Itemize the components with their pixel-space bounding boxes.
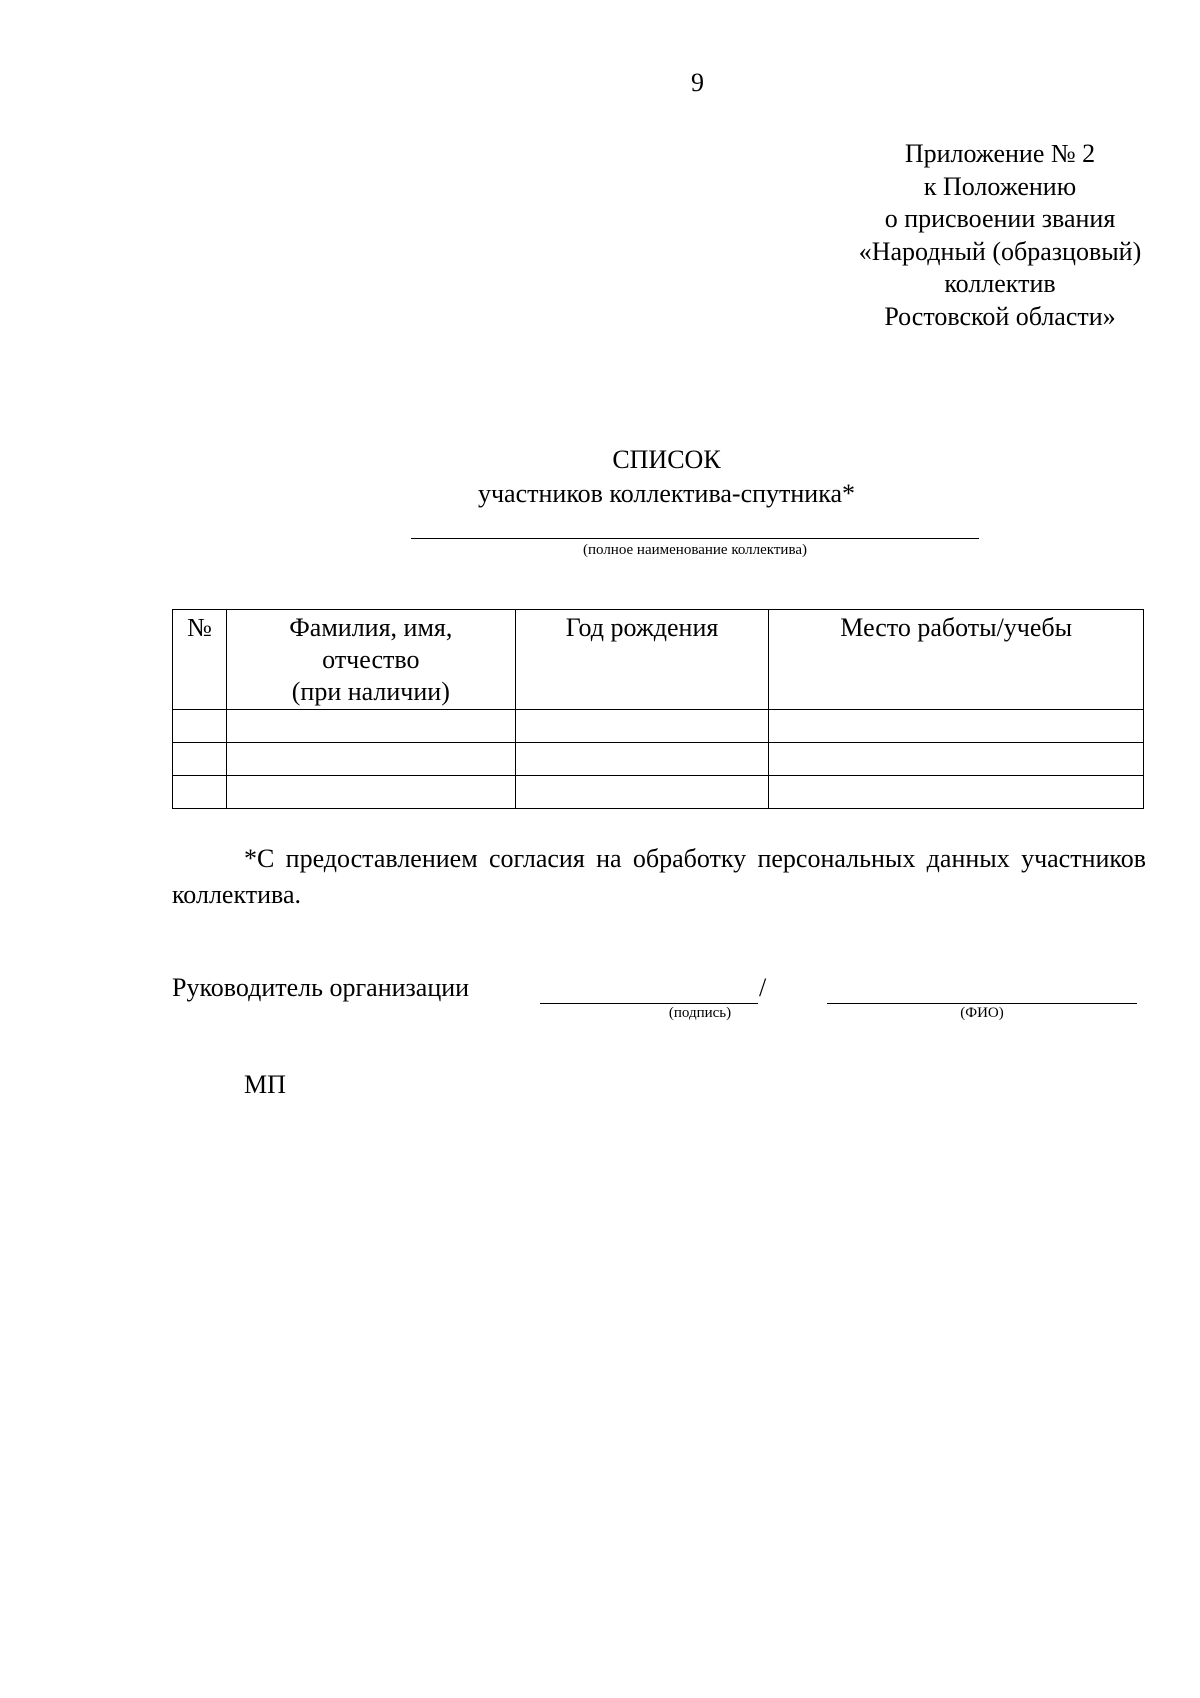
table-cell[interactable]: [515, 743, 769, 776]
appendix-line: «Народный (образцовый): [858, 236, 1142, 266]
page-number: 9: [691, 68, 704, 97]
participants-table: [172, 609, 1144, 809]
stamp-label: МП: [244, 1070, 286, 1099]
table-cell[interactable]: [769, 743, 1144, 776]
document-title: [0, 443, 1200, 511]
header-name-line: отчество: [322, 645, 420, 674]
table-header-row: [173, 610, 1144, 710]
table-row: [173, 743, 1144, 776]
header-name-line: (при наличии): [291, 677, 450, 706]
table-cell[interactable]: [173, 743, 227, 776]
table-cell[interactable]: [226, 776, 515, 809]
consent-note: *С предоставлением согласия на обработку персональных данных участников коллектива.: [172, 844, 1146, 909]
table-cell[interactable]: [769, 710, 1144, 743]
header-birth-year: Год рождения: [515, 610, 769, 710]
table-cell[interactable]: [769, 776, 1144, 809]
table-row: [173, 776, 1144, 809]
header-name: [226, 610, 515, 710]
collective-name-field[interactable]: [411, 538, 979, 539]
header-name-line: Фамилия, имя,: [289, 613, 453, 642]
table-cell[interactable]: [226, 743, 515, 776]
title-main: СПИСОК: [612, 445, 721, 474]
header-work-study: Место работы/учебы: [769, 610, 1144, 710]
header-number: №: [173, 610, 227, 710]
table-cell[interactable]: [173, 776, 227, 809]
head-of-organization-label: Руководитель организации: [172, 973, 470, 1002]
table-cell[interactable]: [515, 776, 769, 809]
appendix-line: о присвоении звания: [884, 204, 1116, 233]
appendix-line: Приложение № 2: [904, 139, 1096, 168]
collective-name-caption: (полное наименование коллектива): [583, 542, 807, 558]
table-cell[interactable]: [226, 710, 515, 743]
signature-separator: /: [759, 973, 767, 1002]
table-cell[interactable]: [173, 710, 227, 743]
signature-caption: (подпись): [668, 1005, 732, 1021]
fio-field[interactable]: [827, 1003, 1137, 1004]
appendix-line: к Положению: [923, 171, 1077, 201]
table-row: [173, 710, 1144, 743]
title-sub: участников коллектива-спутника*: [477, 479, 855, 508]
signature-field[interactable]: [540, 1003, 758, 1004]
appendix-header: [790, 138, 1200, 333]
table-cell[interactable]: [515, 710, 769, 743]
appendix-line: коллектив: [944, 269, 1056, 298]
fio-caption: (ФИО): [960, 1005, 1004, 1021]
appendix-line: Ростовской области»: [884, 301, 1116, 331]
